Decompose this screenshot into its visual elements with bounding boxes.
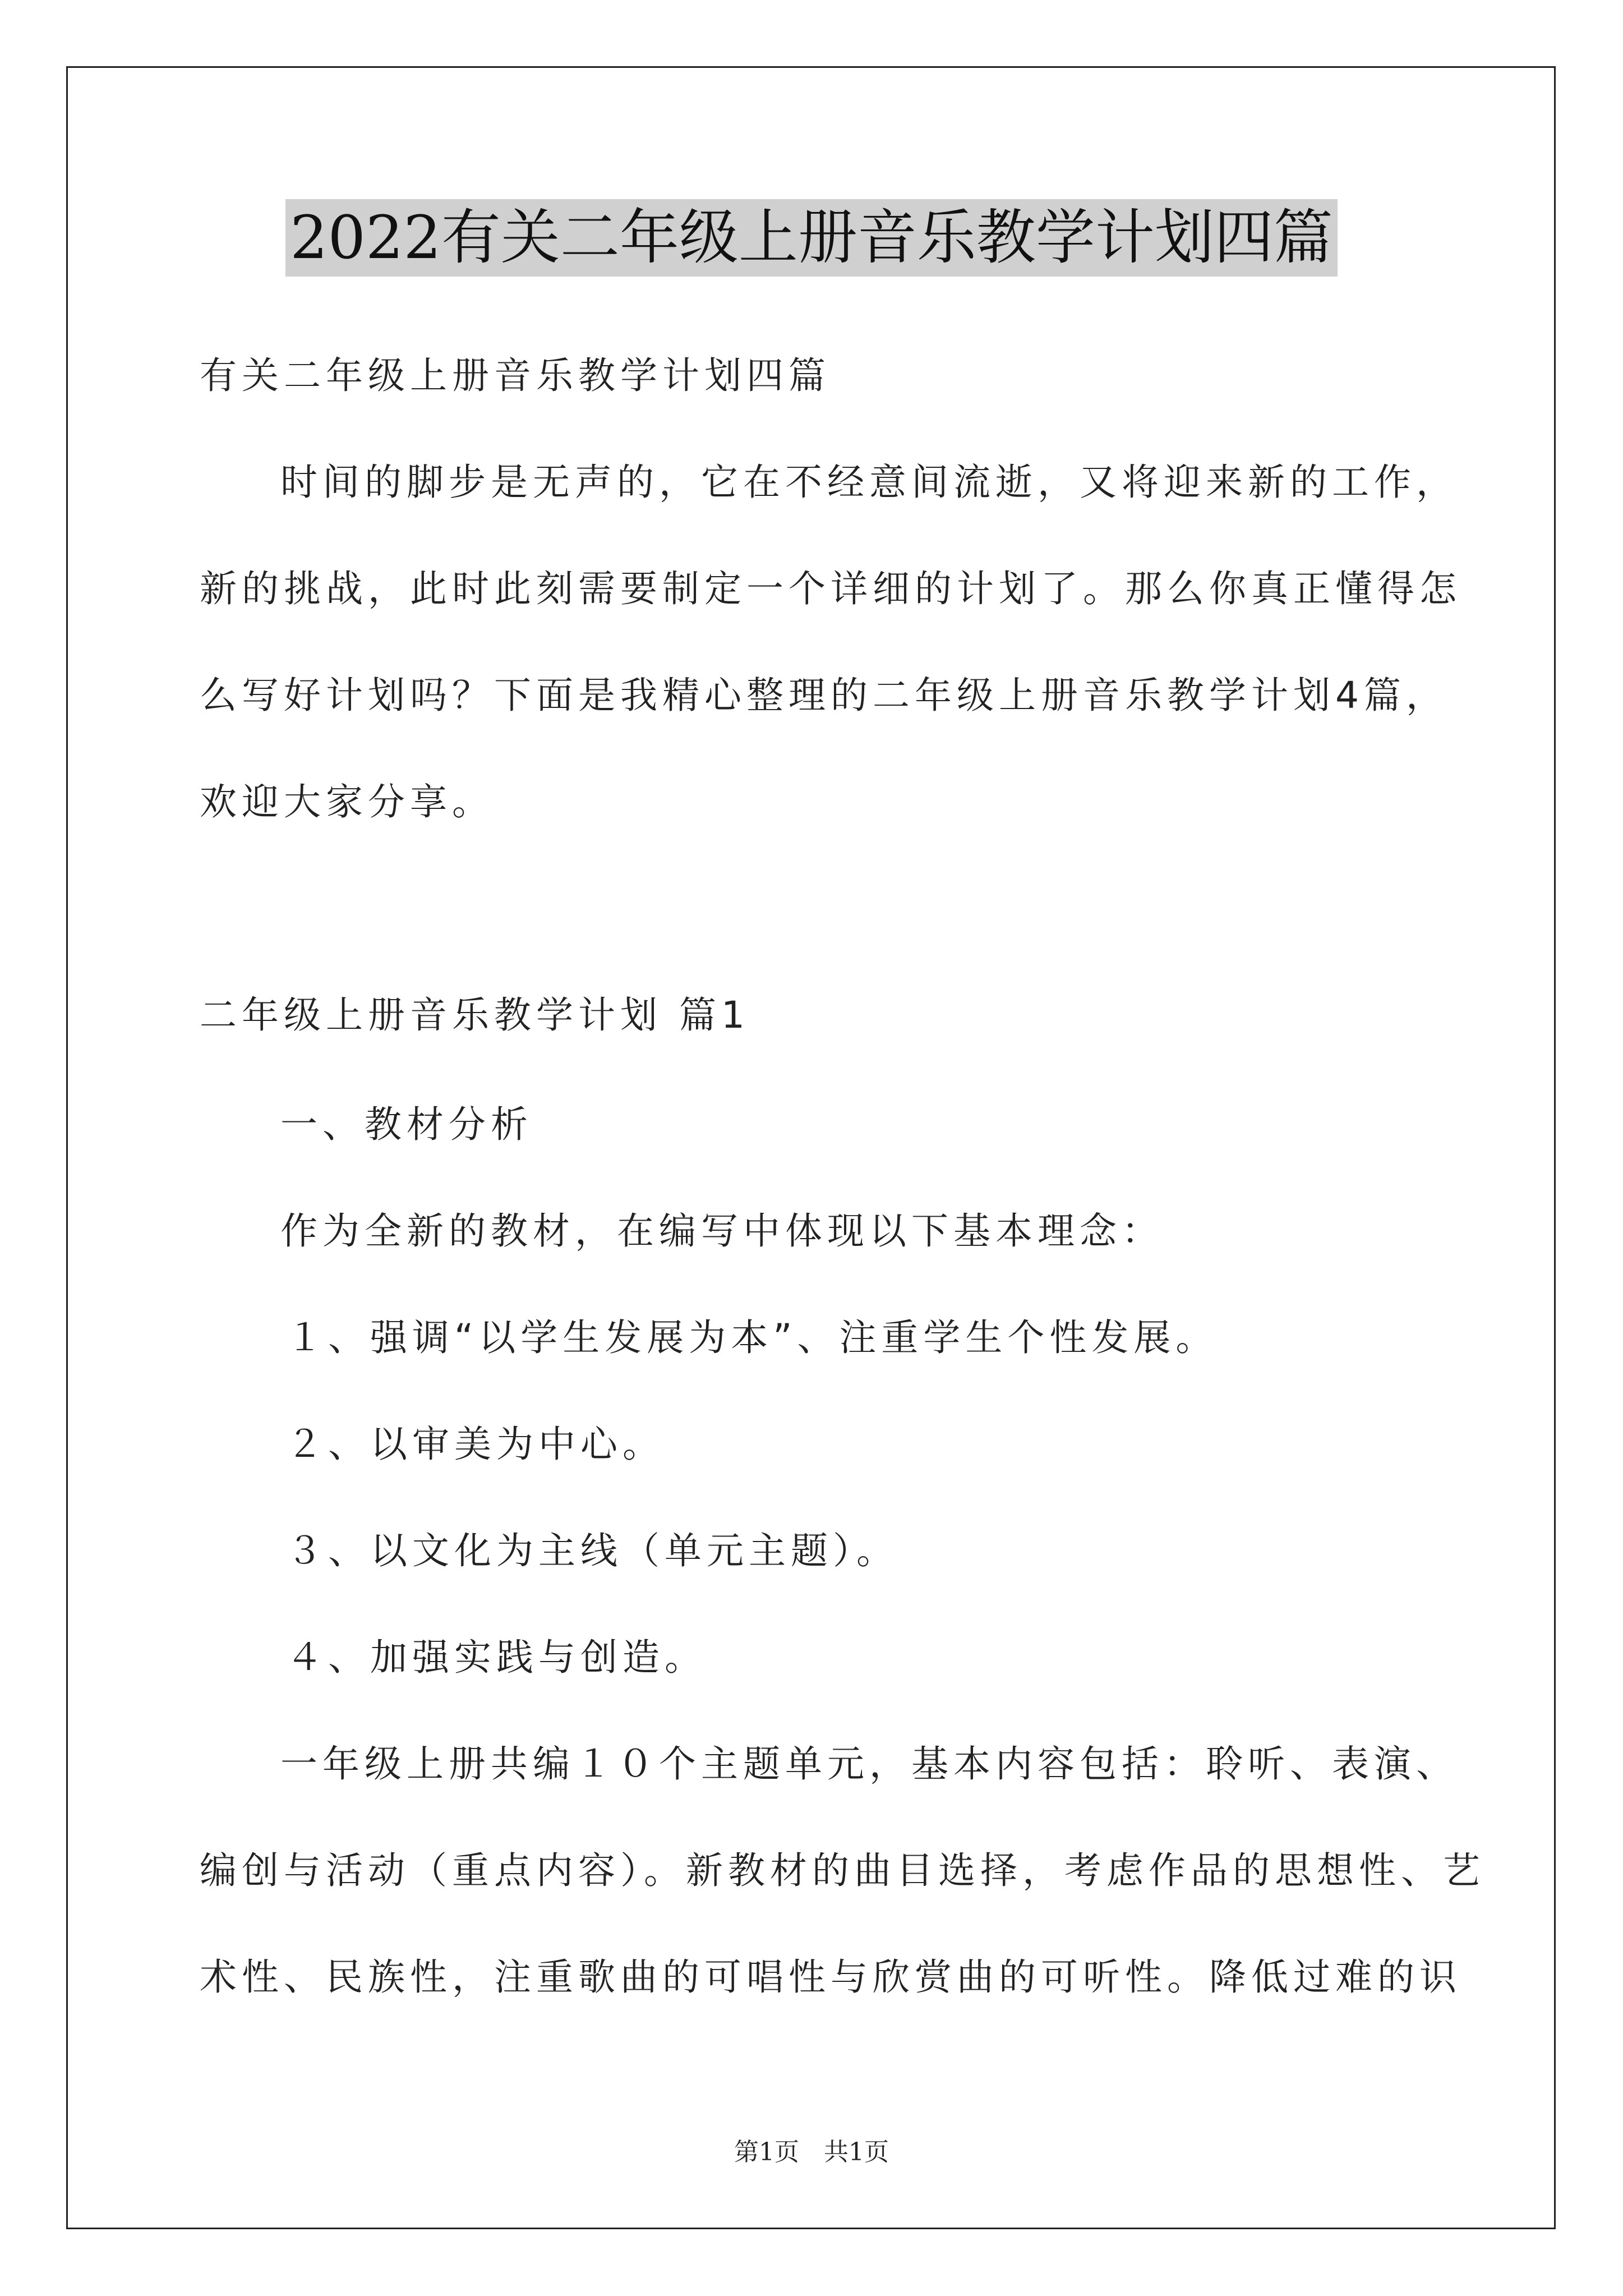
paragraph-line: 一年级上册共编１０个主题单元，基本内容包括：聆听、表演、 bbox=[280, 1742, 1458, 1786]
subtitle-line: 有关二年级上册音乐教学计划四篇 bbox=[200, 354, 831, 397]
section-heading: 二年级上册音乐教学计划 篇1 bbox=[200, 993, 750, 1037]
paragraph-line: 欢迎大家分享。 bbox=[200, 780, 494, 823]
paragraph-line: 么写好计划吗？下面是我精心整理的二年级上册音乐教学计划4篇， bbox=[200, 674, 1448, 717]
paragraph-line: 作为全新的教材，在编写中体现以下基本理念： bbox=[280, 1209, 1164, 1253]
list-item: ２、以审美为中心。 bbox=[286, 1423, 665, 1466]
document-title: 2022有关二年级上册音乐教学计划四篇 bbox=[285, 199, 1338, 277]
paragraph-line: 新的挑战，此时此刻需要制定一个详细的计划了。那么你真正懂得怎 bbox=[200, 567, 1461, 610]
page-footer: 第1页 共1页 bbox=[734, 2138, 889, 2166]
list-item: １、强调“以学生发展为本”、注重学生个性发展。 bbox=[286, 1316, 1218, 1359]
paragraph-line: 时间的脚步是无声的，它在不经意间流逝，又将迎来新的工作， bbox=[280, 461, 1458, 504]
subsection-heading: 一、教材分析 bbox=[280, 1103, 533, 1146]
list-item: ４、加强实践与创造。 bbox=[286, 1636, 707, 1679]
paragraph-line: 编创与活动（重点内容）。新教材的曲目选择，考虑作品的思想性、艺 bbox=[200, 1849, 1485, 1892]
paragraph-line: 术性、民族性，注重歌曲的可唱性与欣赏曲的可听性。降低过难的识 bbox=[200, 1955, 1461, 1999]
list-item: ３、以文化为主线（单元主题）。 bbox=[286, 1529, 898, 1572]
title-container bbox=[0, 199, 1623, 277]
